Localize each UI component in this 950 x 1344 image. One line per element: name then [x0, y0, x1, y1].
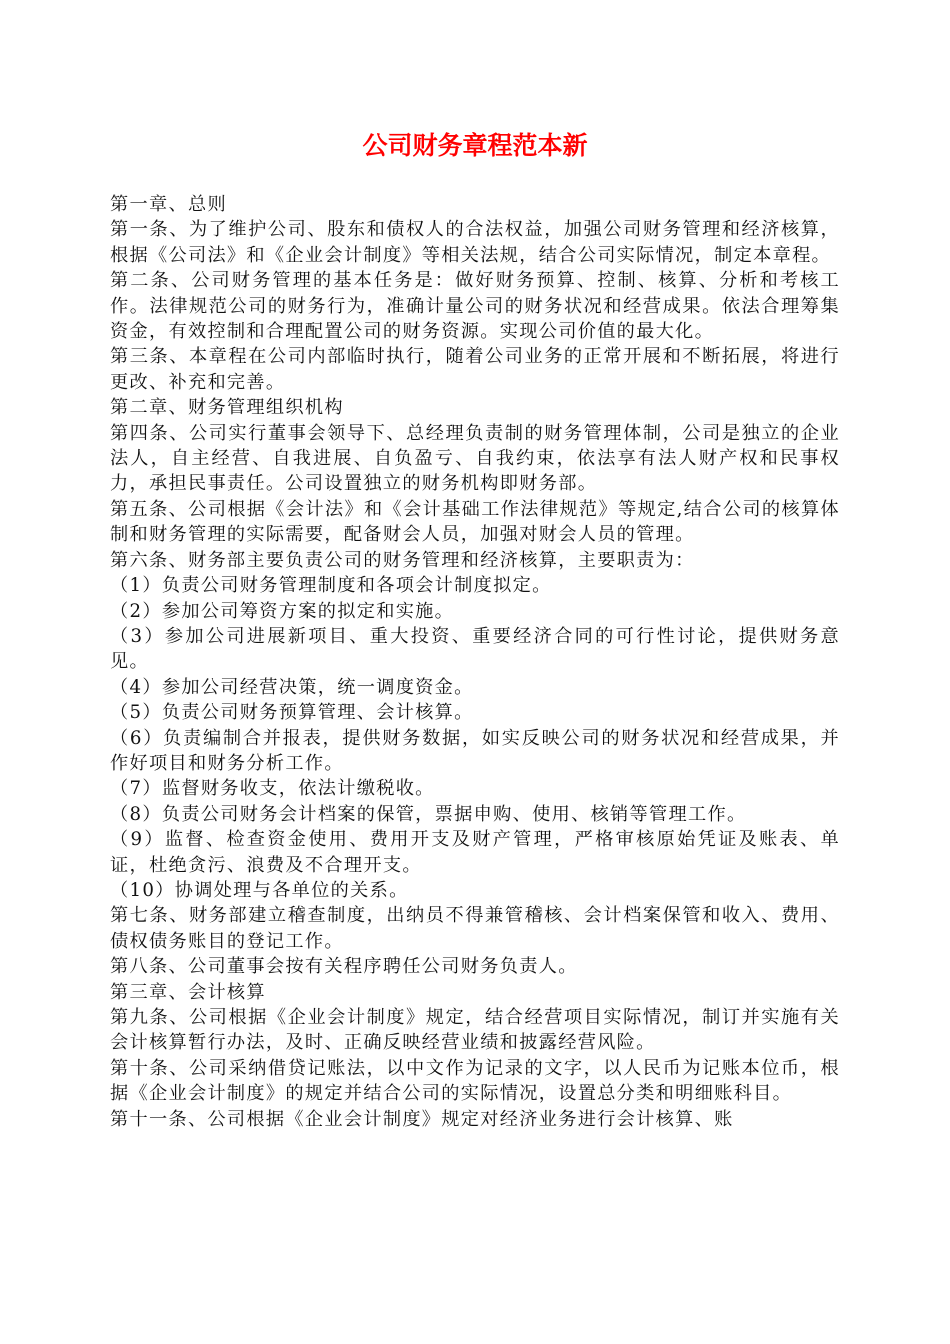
article-paragraph: 第四条、公司实行董事会领导下、总经理负责制的财务管理体制，公司是独立的企业法人，自主经营、自我进展、自负盈亏、自我约束，依法享有法人财产权和民事权力，承担民事责任。公司设置独立的财务机构即财务部。: [110, 422, 840, 495]
list-item: （7）监督财务收支，依法计缴税收。: [110, 778, 435, 800]
list-item: （8）负责公司财务会计档案的保管，票据申购、使用、核销等管理工作。: [110, 803, 747, 825]
article-paragraph: 第十条、公司采纳借贷记账法，以中文作为记录的文字，以人民币为记账本位币，根据《企业会计制度》的规定并结合公司的实际情况，设置总分类和明细账科目。: [110, 1057, 840, 1105]
document-body: [110, 192, 840, 1132]
article-paragraph: 第九条、公司根据《企业会计制度》规定，结合经营项目实际情况，制订并实施有关会计核算暂行办法，及时、正确反映经营业绩和披露经营风险。: [110, 1007, 840, 1054]
list-item: （4）参加公司经营决策，统一调度资金。: [110, 676, 474, 698]
document-title: 公司财务章程范本新: [362, 131, 588, 160]
chapter-heading: 第三章、会计核算: [110, 981, 266, 1003]
article-paragraph: 第三条、本章程在公司内部临时执行，随着公司业务的正常开展和不断拓展，将进行更改、补充和完善。: [110, 346, 840, 393]
chapter-heading: 第一章、总则: [110, 194, 227, 215]
list-item: （6）负责编制合并报表，提供财务数据，如实反映公司的财务状况和经营成果，并作好项目和财务分析工作。: [110, 727, 840, 774]
list-item: （2）参加公司筹资方案的拟定和实施。: [110, 600, 455, 622]
list-item: （1）负责公司财务管理制度和各项会计制度拟定。: [110, 575, 552, 597]
list-item: （5）负责公司财务预算管理、会计核算。: [110, 702, 474, 724]
article-paragraph: 第二条、公司财务管理的基本任务是：做好财务预算、控制、核算、分析和考核工作。法律规范公司的财务行为，准确计量公司的财务状况和经营成果。依法合理筹集资金，有效控制和合理配置公司的财务资源。实现公司价值的最大化。: [110, 270, 840, 343]
article-paragraph: 第五条、公司根据《会计法》和《会计基础工作法律规范》等规定,结合公司的核算体制和财务管理的实际需要，配备财会人员，加强对财会人员的管理。: [110, 498, 840, 546]
article-paragraph: 第八条、公司董事会按有关程序聘任公司财务负责人。: [110, 956, 578, 978]
list-item: （3）参加公司进展新项目、重大投资、重要经济合同的可行性讨论，提供财务意见。: [110, 625, 840, 673]
article-paragraph: 第七条、财务部建立稽查制度，出纳员不得兼管稽核、会计档案保管和收入、费用、债权债务账目的登记工作。: [110, 905, 840, 952]
article-paragraph: 第十一条、公司根据《企业会计制度》规定对经济业务进行会计核算、账: [110, 1108, 734, 1130]
article-paragraph: 第六条、财务部主要负责公司的财务管理和经济核算，主要职责为：: [110, 549, 695, 571]
list-item: （9）监督、检查资金使用、费用开支及财产管理，严格审核原始凭证及账表、单证，杜绝贪污、浪费及不合理开支。: [110, 829, 840, 876]
article-paragraph: 第一条、为了维护公司、股东和债权人的合法权益，加强公司财务管理和经济核算，根据《公司法》和《企业会计制度》等相关法规，结合公司实际情况，制定本章程。: [110, 219, 840, 266]
list-item: （10）协调处理与各单位的关系。: [110, 879, 409, 901]
chapter-heading: 第二章、财务管理组织机构: [110, 397, 344, 419]
